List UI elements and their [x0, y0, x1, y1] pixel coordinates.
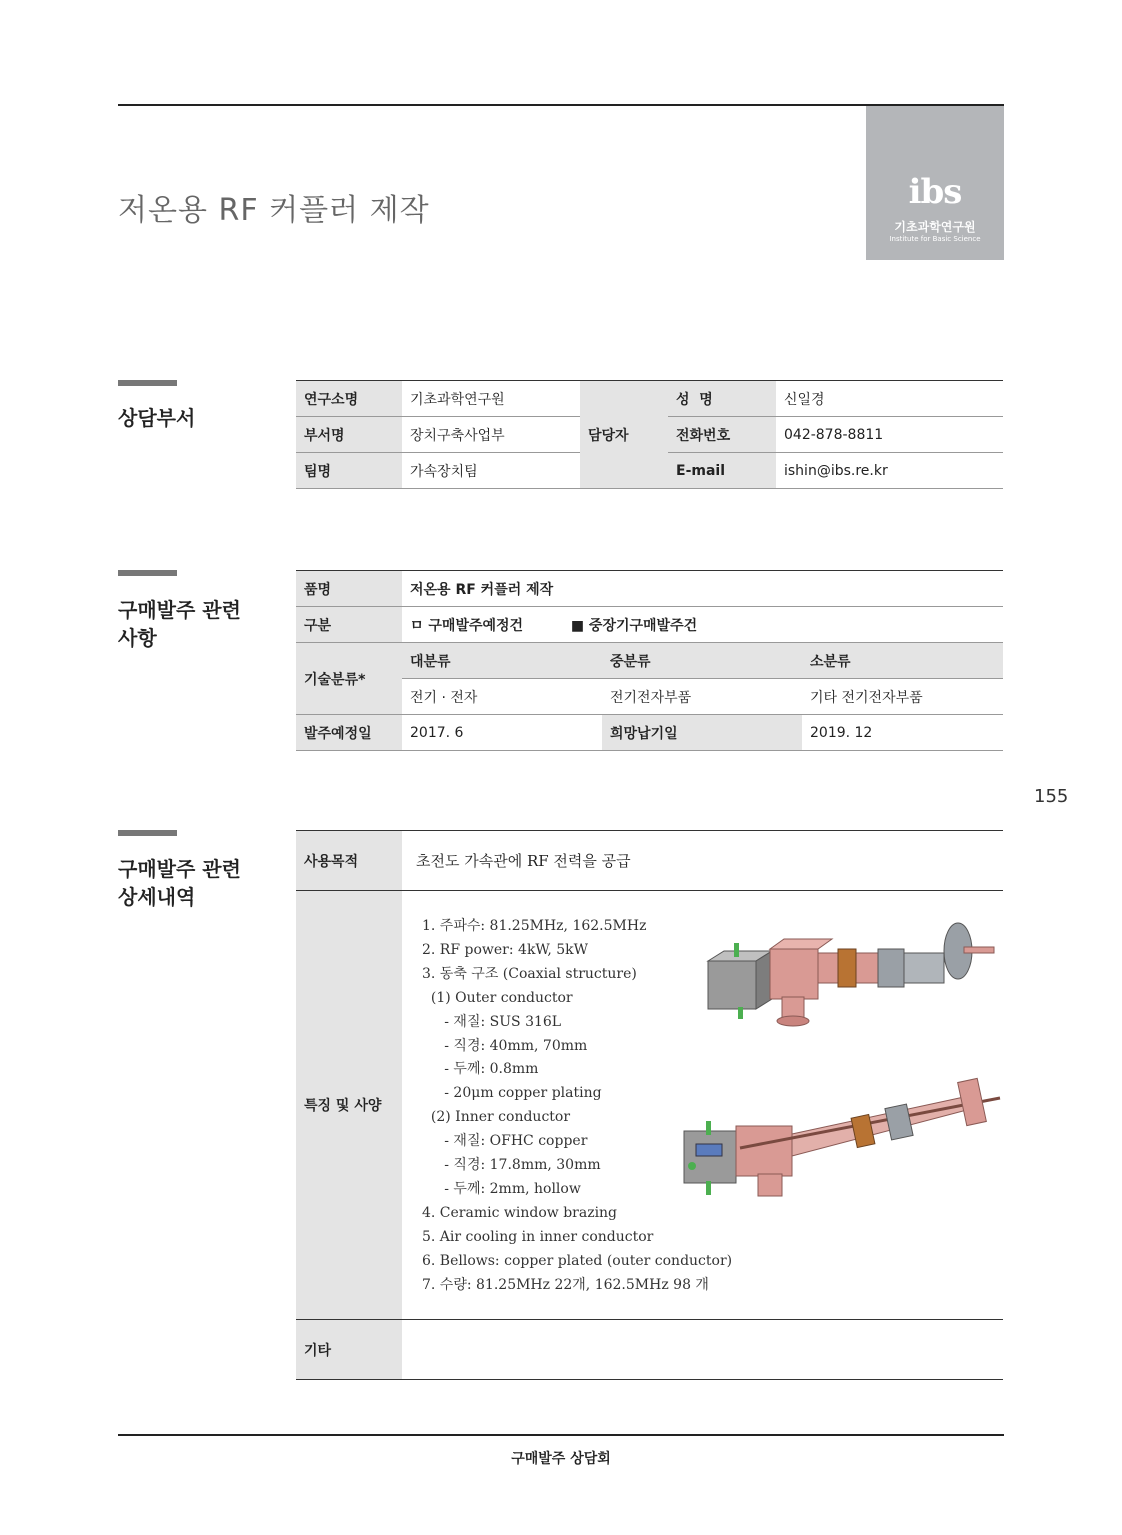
table-row: [296, 715, 1003, 751]
section-title-line: 상담부서: [118, 406, 196, 430]
section-title-consult: [118, 404, 195, 432]
feature-line: - 두께: 2mm, hollow: [422, 1180, 581, 1197]
feature-line: 6. Bellows: copper plated (outer conductor): [422, 1252, 733, 1269]
label-team: 팀명: [296, 453, 402, 489]
outer-tube-shape: [904, 953, 944, 983]
bottom-rule: [118, 1434, 1004, 1436]
coupler-port-shape: [758, 1174, 782, 1196]
purchase-table: [296, 570, 1003, 751]
section-title-line: 상세내역: [118, 885, 196, 909]
cooling-port-shape: [706, 1121, 711, 1135]
value-item: 저온용 RF 커플러 제작: [402, 571, 1003, 607]
type-option-planned: ㅁ 구매발주예정건: [410, 617, 524, 634]
tech-header-minor: 소분류: [802, 643, 1003, 679]
label-delivery-date: 희망납기일: [602, 715, 802, 751]
label-order-date: 발주예정일: [296, 715, 402, 751]
table-row: [296, 607, 1003, 643]
label-tech: 기술분류*: [296, 643, 402, 715]
cooling-port-shape: [706, 1181, 711, 1195]
table-row: [296, 891, 1003, 1320]
rf-coupler-external-illustration: [702, 911, 1002, 1031]
cooling-port-shape: [734, 943, 739, 957]
section-title-line: 구매발주 관련: [118, 598, 241, 622]
feature-line: 4. Ceramic window brazing: [422, 1204, 618, 1221]
value-order-date: 2017. 6: [402, 715, 602, 751]
coupler-box-shape: [684, 1131, 736, 1183]
value-delivery-date: 2019. 12: [802, 715, 1003, 751]
section-bar-consult: [118, 380, 177, 386]
feature-line: - 직경: 17.8mm, 30mm: [422, 1157, 601, 1174]
feature-line: - 재질: OFHC copper: [422, 1133, 588, 1150]
label-phone: 전화번호: [668, 417, 776, 453]
bellows-shape: [838, 949, 856, 987]
tech-header-middle: 중분류: [602, 643, 802, 679]
label-email: E-mail: [668, 453, 776, 489]
tech-value-middle: 전기전자부품: [602, 679, 802, 715]
rf-coupler-section-illustration: [678, 1076, 1003, 1206]
section-bar-purchase: [118, 570, 177, 576]
page-number: 155: [1034, 786, 1069, 807]
logo-mark: ibs: [908, 172, 962, 212]
feature-line: (1) Outer conductor: [422, 989, 573, 1006]
logo-org-english: Institute for Basic Science: [889, 235, 981, 243]
feature-line: - 직경: 40mm, 70mm: [422, 1037, 588, 1054]
table-row: [296, 643, 1003, 679]
section-title-purchase: [118, 596, 241, 652]
footer-text: 구매발주 상담회: [511, 1451, 611, 1467]
end-flange-shape: [958, 1078, 987, 1125]
label-purpose: 사용목적: [296, 831, 402, 891]
cooling-port-shape: [738, 1007, 743, 1019]
value-phone: 042-878-8811: [776, 417, 1003, 453]
label-institute: 연구소명: [296, 381, 402, 417]
value-department: 장치구축사업부: [402, 417, 580, 453]
feature-line: 2. RF power: 4kW, 5kW: [422, 941, 589, 958]
feature-line: - 20μm copper plating: [422, 1085, 602, 1102]
label-type: 구분: [296, 607, 402, 643]
coupler-box-shape: [708, 961, 756, 1009]
table-row: [296, 571, 1003, 607]
section-title-line: 구매발주 관련: [118, 857, 241, 881]
value-purpose: 초전도 가속관에 RF 전력을 공급: [402, 831, 1003, 891]
ibs-logo: [866, 106, 1004, 260]
feature-line: (2) Inner conductor: [422, 1109, 571, 1126]
flange-shape: [878, 949, 904, 987]
value-type: [402, 607, 1003, 643]
label-features: 특징 및 사양: [296, 891, 402, 1320]
tech-value-minor: 기타 전기전자부품: [802, 679, 1003, 715]
table-row: [296, 381, 1003, 417]
logo-org-korean: 기초과학연구원: [894, 220, 976, 234]
value-team: 가속장치팀: [402, 453, 580, 489]
label-etc: 기타: [296, 1320, 402, 1380]
feed-shape: [696, 1144, 722, 1156]
label-name: 성 명: [668, 381, 776, 417]
type-option-longterm: ■ 중장기구매발주건: [570, 617, 698, 634]
feature-line: - 재질: SUS 316L: [422, 1013, 562, 1030]
table-row: [296, 1320, 1003, 1380]
details-table: [296, 830, 1003, 1380]
feature-line: 7. 수량: 81.25MHz 22개, 162.5MHz 98 개: [422, 1276, 709, 1293]
value-name: 신일경: [776, 381, 1003, 417]
value-institute: 기초과학연구원: [402, 381, 580, 417]
features-cell: [402, 891, 1003, 1320]
inner-tip-shape: [964, 947, 994, 953]
consult-table: [296, 380, 1003, 489]
feature-line: 5. Air cooling in inner conductor: [422, 1228, 654, 1245]
tech-header-major: 대분류: [402, 643, 602, 679]
table-row: [296, 679, 1003, 715]
outer-conductor-shape: [792, 1094, 982, 1156]
tech-value-major: 전기 · 전자: [402, 679, 602, 715]
section-title-line: 사항: [118, 626, 157, 650]
page-title: 저온용 RF 커플러 제작: [118, 193, 430, 228]
coupler-body-top: [770, 939, 832, 949]
label-contact: 담당자: [580, 381, 668, 489]
section-bar-details: [118, 830, 177, 836]
feature-line: - 두께: 0.8mm: [422, 1061, 539, 1078]
value-email[interactable]: ishin@ibs.re.kr: [776, 453, 1003, 489]
label-item: 품명: [296, 571, 402, 607]
feature-line: 1. 주파수: 81.25MHz, 162.5MHz: [422, 918, 647, 934]
section-title-details: [118, 855, 241, 911]
value-etc: [402, 1320, 1003, 1380]
coupler-body-shape: [770, 949, 818, 999]
coupler-body-shape: [736, 1126, 792, 1176]
cooling-fitting-shape: [688, 1162, 696, 1170]
label-department: 부서명: [296, 417, 402, 453]
feature-line: 3. 동축 구조 (Coaxial structure): [422, 965, 637, 982]
coupler-flange-shape: [777, 1016, 809, 1026]
table-row: [296, 831, 1003, 891]
